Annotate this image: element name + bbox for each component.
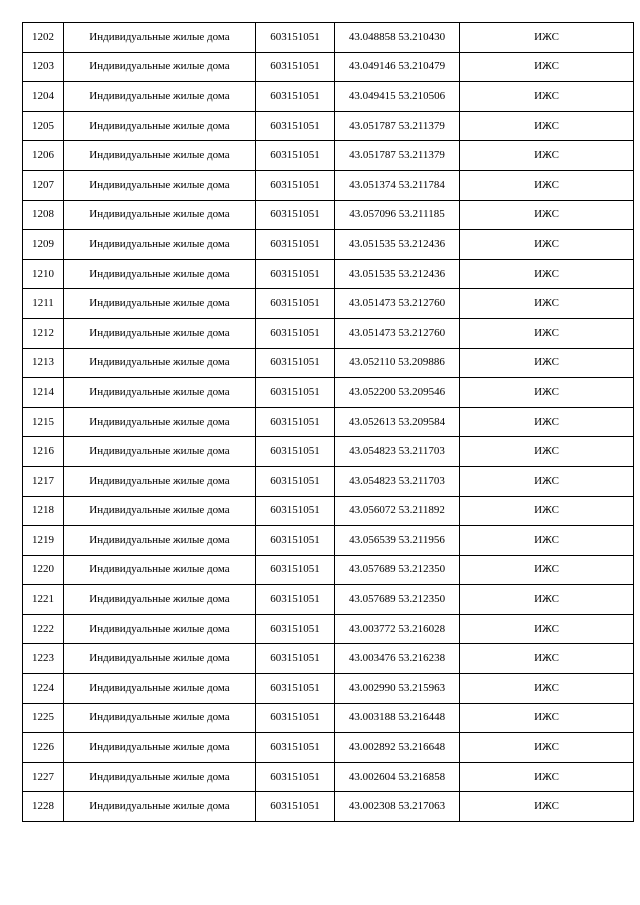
object-type-cell: ИЖС — [460, 407, 634, 437]
coordinates-cell: 43.003188 53.216448 — [335, 703, 460, 733]
coordinates-cell: 43.054823 53.211703 — [335, 466, 460, 496]
object-name-cell: Индивидуальные жилые дома — [64, 762, 256, 792]
coordinates-cell: 43.057689 53.212350 — [335, 585, 460, 615]
object-name-cell: Индивидуальные жилые дома — [64, 733, 256, 763]
object-type-cell: ИЖС — [460, 614, 634, 644]
coordinates-cell: 43.056539 53.211956 — [335, 526, 460, 556]
oktmo-code-cell: 603151051 — [256, 111, 335, 141]
object-type-cell: ИЖС — [460, 230, 634, 260]
table-row — [23, 703, 634, 733]
table-row — [23, 526, 634, 556]
object-name-cell: Индивидуальные жилые дома — [64, 466, 256, 496]
oktmo-code-cell: 603151051 — [256, 555, 335, 585]
object-type-cell: ИЖС — [460, 762, 634, 792]
object-name-cell: Индивидуальные жилые дома — [64, 674, 256, 704]
oktmo-code-cell: 603151051 — [256, 762, 335, 792]
object-name-cell: Индивидуальные жилые дома — [64, 200, 256, 230]
row-number-cell: 1218 — [23, 496, 64, 526]
object-type-cell: ИЖС — [460, 674, 634, 704]
table-row — [23, 496, 634, 526]
row-number-cell: 1207 — [23, 170, 64, 200]
coordinates-cell: 43.051473 53.212760 — [335, 289, 460, 319]
object-name-cell: Индивидуальные жилые дома — [64, 82, 256, 112]
oktmo-code-cell: 603151051 — [256, 289, 335, 319]
coordinates-cell: 43.048858 53.210430 — [335, 23, 460, 53]
row-number-cell: 1202 — [23, 23, 64, 53]
object-name-cell: Индивидуальные жилые дома — [64, 230, 256, 260]
coordinates-cell: 43.057096 53.211185 — [335, 200, 460, 230]
table-row — [23, 792, 634, 822]
object-name-cell: Индивидуальные жилые дома — [64, 348, 256, 378]
row-number-cell: 1217 — [23, 466, 64, 496]
coordinates-cell: 43.049146 53.210479 — [335, 52, 460, 82]
coordinates-cell: 43.002892 53.216648 — [335, 733, 460, 763]
table-row — [23, 733, 634, 763]
row-number-cell: 1205 — [23, 111, 64, 141]
coordinates-cell: 43.003476 53.216238 — [335, 644, 460, 674]
table-row — [23, 437, 634, 467]
row-number-cell: 1204 — [23, 82, 64, 112]
object-type-cell: ИЖС — [460, 170, 634, 200]
object-type-cell: ИЖС — [460, 200, 634, 230]
row-number-cell: 1216 — [23, 437, 64, 467]
object-type-cell: ИЖС — [460, 437, 634, 467]
object-name-cell: Индивидуальные жилые дома — [64, 496, 256, 526]
table-row — [23, 170, 634, 200]
row-number-cell: 1223 — [23, 644, 64, 674]
row-number-cell: 1219 — [23, 526, 64, 556]
object-name-cell: Индивидуальные жилые дома — [64, 141, 256, 171]
row-number-cell: 1208 — [23, 200, 64, 230]
object-type-cell: ИЖС — [460, 289, 634, 319]
oktmo-code-cell: 603151051 — [256, 644, 335, 674]
object-name-cell: Индивидуальные жилые дома — [64, 170, 256, 200]
table-row — [23, 289, 634, 319]
object-name-cell: Индивидуальные жилые дома — [64, 644, 256, 674]
coordinates-cell: 43.056072 53.211892 — [335, 496, 460, 526]
coordinates-cell: 43.052110 53.209886 — [335, 348, 460, 378]
coordinates-cell: 43.054823 53.211703 — [335, 437, 460, 467]
coordinates-cell: 43.051535 53.212436 — [335, 259, 460, 289]
coordinates-cell: 43.051535 53.212436 — [335, 230, 460, 260]
table-row — [23, 318, 634, 348]
object-name-cell: Индивидуальные жилые дома — [64, 703, 256, 733]
row-number-cell: 1215 — [23, 407, 64, 437]
oktmo-code-cell: 603151051 — [256, 407, 335, 437]
oktmo-code-cell: 603151051 — [256, 585, 335, 615]
object-name-cell: Индивидуальные жилые дома — [64, 526, 256, 556]
table-row — [23, 259, 634, 289]
object-type-cell: ИЖС — [460, 111, 634, 141]
row-number-cell: 1203 — [23, 52, 64, 82]
row-number-cell: 1210 — [23, 259, 64, 289]
table-row — [23, 466, 634, 496]
oktmo-code-cell: 603151051 — [256, 792, 335, 822]
oktmo-code-cell: 603151051 — [256, 348, 335, 378]
row-number-cell: 1228 — [23, 792, 64, 822]
oktmo-code-cell: 603151051 — [256, 259, 335, 289]
object-type-cell: ИЖС — [460, 703, 634, 733]
object-name-cell: Индивидуальные жилые дома — [64, 585, 256, 615]
coordinates-cell: 43.002990 53.215963 — [335, 674, 460, 704]
row-number-cell: 1227 — [23, 762, 64, 792]
oktmo-code-cell: 603151051 — [256, 703, 335, 733]
object-name-cell: Индивидуальные жилые дома — [64, 52, 256, 82]
oktmo-code-cell: 603151051 — [256, 170, 335, 200]
object-type-cell: ИЖС — [460, 792, 634, 822]
object-name-cell: Индивидуальные жилые дома — [64, 407, 256, 437]
oktmo-code-cell: 603151051 — [256, 378, 335, 408]
oktmo-code-cell: 603151051 — [256, 82, 335, 112]
oktmo-code-cell: 603151051 — [256, 230, 335, 260]
row-number-cell: 1225 — [23, 703, 64, 733]
object-type-cell: ИЖС — [460, 733, 634, 763]
row-number-cell: 1206 — [23, 141, 64, 171]
object-type-cell: ИЖС — [460, 82, 634, 112]
row-number-cell: 1214 — [23, 378, 64, 408]
object-type-cell: ИЖС — [460, 644, 634, 674]
oktmo-code-cell: 603151051 — [256, 437, 335, 467]
table-row — [23, 614, 634, 644]
object-type-cell: ИЖС — [460, 348, 634, 378]
registry-table — [22, 22, 634, 822]
row-number-cell: 1224 — [23, 674, 64, 704]
oktmo-code-cell: 603151051 — [256, 200, 335, 230]
table-row — [23, 23, 634, 53]
table-row — [23, 348, 634, 378]
oktmo-code-cell: 603151051 — [256, 141, 335, 171]
object-type-cell: ИЖС — [460, 466, 634, 496]
coordinates-cell: 43.003772 53.216028 — [335, 614, 460, 644]
object-type-cell: ИЖС — [460, 141, 634, 171]
coordinates-cell: 43.051374 53.211784 — [335, 170, 460, 200]
table-row — [23, 674, 634, 704]
object-type-cell: ИЖС — [460, 259, 634, 289]
object-name-cell: Индивидуальные жилые дома — [64, 792, 256, 822]
coordinates-cell: 43.051787 53.211379 — [335, 141, 460, 171]
object-type-cell: ИЖС — [460, 52, 634, 82]
row-number-cell: 1222 — [23, 614, 64, 644]
table-row — [23, 200, 634, 230]
oktmo-code-cell: 603151051 — [256, 526, 335, 556]
coordinates-cell: 43.002308 53.217063 — [335, 792, 460, 822]
table-row — [23, 378, 634, 408]
object-type-cell: ИЖС — [460, 318, 634, 348]
object-type-cell: ИЖС — [460, 585, 634, 615]
oktmo-code-cell: 603151051 — [256, 614, 335, 644]
coordinates-cell: 43.057689 53.212350 — [335, 555, 460, 585]
row-number-cell: 1209 — [23, 230, 64, 260]
table-row — [23, 230, 634, 260]
oktmo-code-cell: 603151051 — [256, 466, 335, 496]
registry-table-body — [23, 23, 634, 822]
object-type-cell: ИЖС — [460, 23, 634, 53]
object-type-cell: ИЖС — [460, 526, 634, 556]
row-number-cell: 1220 — [23, 555, 64, 585]
oktmo-code-cell: 603151051 — [256, 674, 335, 704]
oktmo-code-cell: 603151051 — [256, 52, 335, 82]
oktmo-code-cell: 603151051 — [256, 318, 335, 348]
coordinates-cell: 43.051787 53.211379 — [335, 111, 460, 141]
object-name-cell: Индивидуальные жилые дома — [64, 23, 256, 53]
row-number-cell: 1212 — [23, 318, 64, 348]
coordinates-cell: 43.049415 53.210506 — [335, 82, 460, 112]
table-row — [23, 141, 634, 171]
table-row — [23, 555, 634, 585]
row-number-cell: 1213 — [23, 348, 64, 378]
object-name-cell: Индивидуальные жилые дома — [64, 289, 256, 319]
table-row — [23, 52, 634, 82]
object-name-cell: Индивидуальные жилые дома — [64, 614, 256, 644]
row-number-cell: 1221 — [23, 585, 64, 615]
table-row — [23, 407, 634, 437]
table-row — [23, 585, 634, 615]
object-type-cell: ИЖС — [460, 496, 634, 526]
table-row — [23, 82, 634, 112]
oktmo-code-cell: 603151051 — [256, 733, 335, 763]
coordinates-cell: 43.052200 53.209546 — [335, 378, 460, 408]
object-name-cell: Индивидуальные жилые дома — [64, 437, 256, 467]
object-type-cell: ИЖС — [460, 555, 634, 585]
row-number-cell: 1211 — [23, 289, 64, 319]
row-number-cell: 1226 — [23, 733, 64, 763]
object-name-cell: Индивидуальные жилые дома — [64, 378, 256, 408]
object-name-cell: Индивидуальные жилые дома — [64, 555, 256, 585]
table-row — [23, 762, 634, 792]
object-name-cell: Индивидуальные жилые дома — [64, 318, 256, 348]
table-row — [23, 111, 634, 141]
object-name-cell: Индивидуальные жилые дома — [64, 259, 256, 289]
coordinates-cell: 43.052613 53.209584 — [335, 407, 460, 437]
object-name-cell: Индивидуальные жилые дома — [64, 111, 256, 141]
object-type-cell: ИЖС — [460, 378, 634, 408]
coordinates-cell: 43.051473 53.212760 — [335, 318, 460, 348]
oktmo-code-cell: 603151051 — [256, 23, 335, 53]
coordinates-cell: 43.002604 53.216858 — [335, 762, 460, 792]
oktmo-code-cell: 603151051 — [256, 496, 335, 526]
table-row — [23, 644, 634, 674]
